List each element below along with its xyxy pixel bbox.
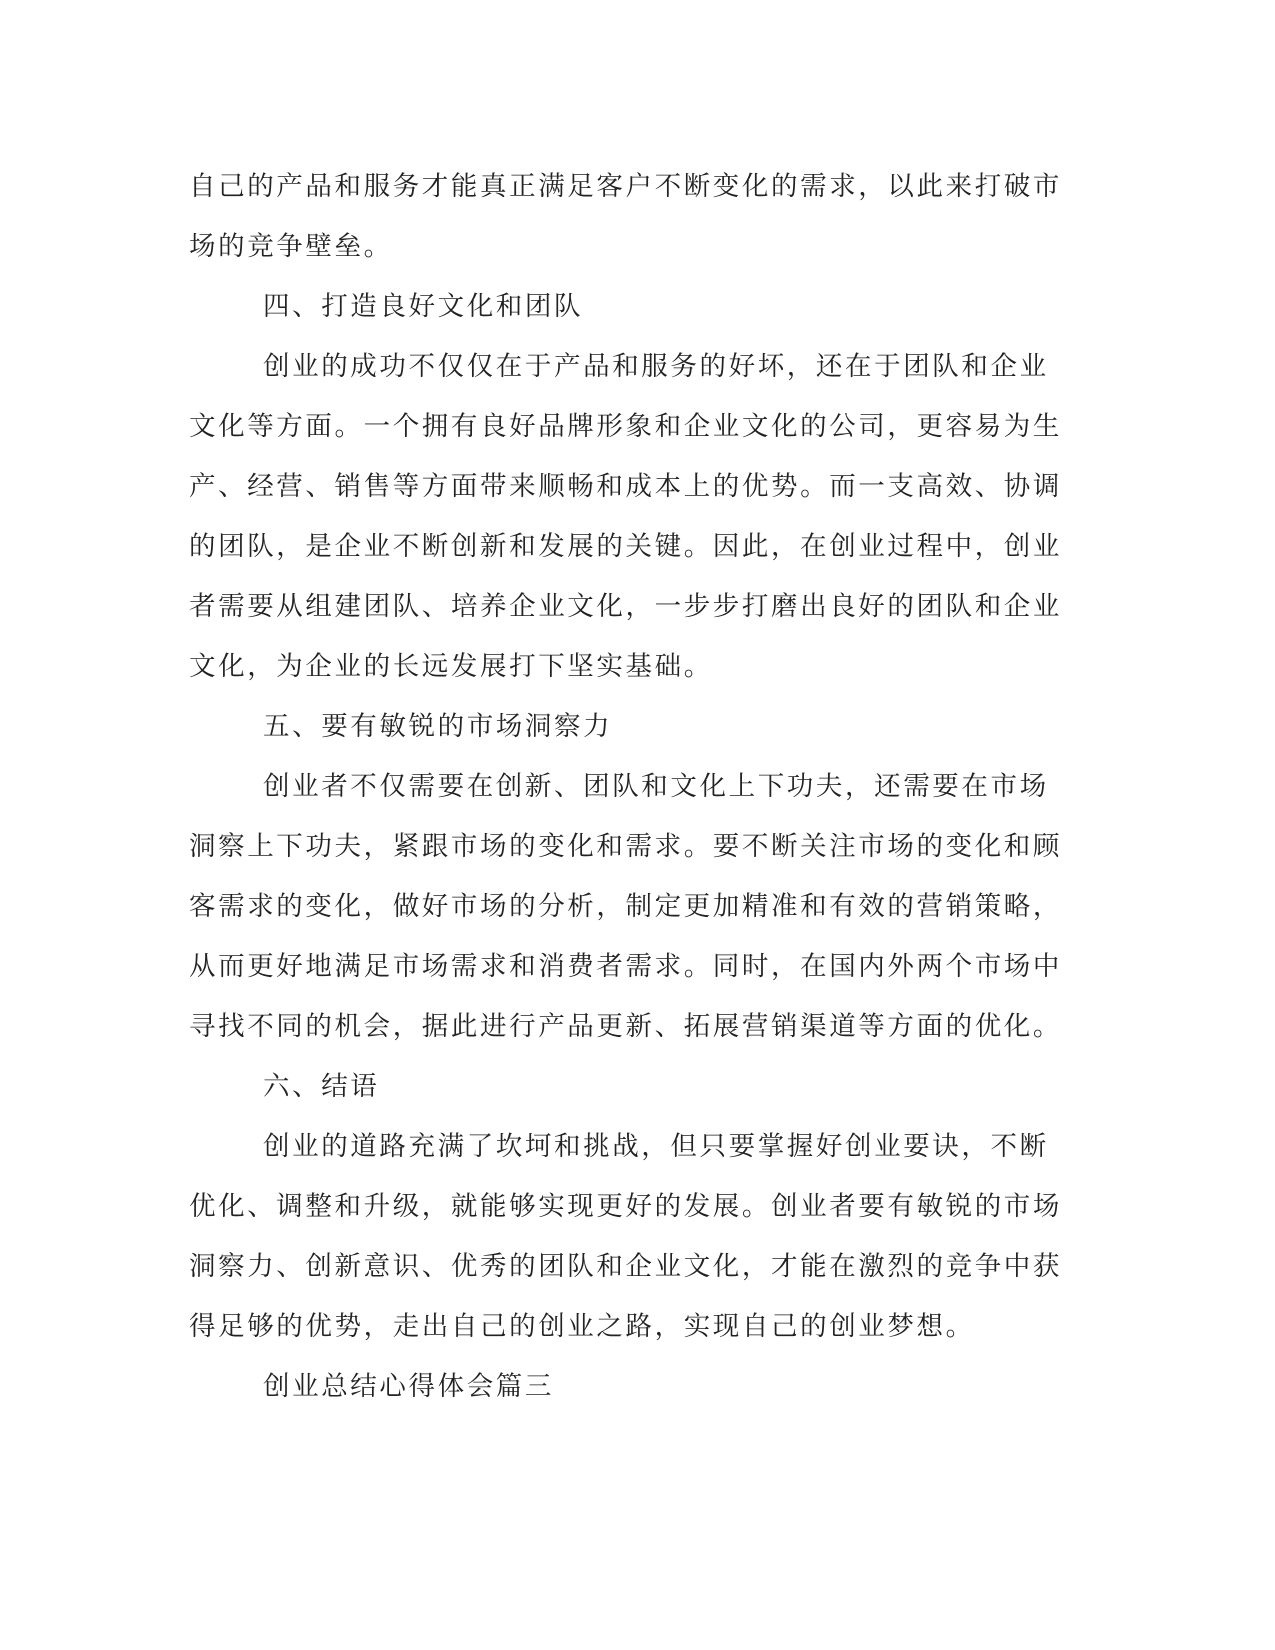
section-heading-four: 四、打造良好文化和团队 bbox=[263, 291, 584, 322]
paragraph-market-insight: 创业者不仅需要在创新、团队和文化上下功夫，还需要在市场洞察上下功夫，紧跟市场的变化和需求。要不断关注市场的变化和顾客需求的变化，做好市场的分析，制定更加精准和有效的营销策略，从而更好地满足市场需求和消费者需求。同时，在国内外两个市场中寻找不同的机会，据此进行产品更新、拓展营销渠道等方面的优化。 bbox=[189, 771, 1062, 1042]
paragraph-culture-team: 创业的成功不仅仅在于产品和服务的好坏，还在于团队和企业文化等方面。一个拥有良好品牌形象和企业文化的公司，更容易为生产、经营、销售等方面带来顺畅和成本上的优势。而一支高效、协调的团队，是企业不断创新和发展的关键。因此，在创业过程中，创业者需要从组建团队、培养企业文化，一步步打磨出良好的团队和企业文化，为企业的长远发展打下坚实基础。 bbox=[189, 351, 1062, 682]
section-heading-six: 六、结语 bbox=[263, 1071, 380, 1102]
article-title-part-three: 创业总结心得体会篇三 bbox=[263, 1371, 554, 1402]
section-heading-five: 五、要有敏锐的市场洞察力 bbox=[263, 711, 613, 742]
document-body bbox=[189, 157, 1069, 1417]
paragraph-continuation: 自己的产品和服务才能真正满足客户不断变化的需求，以此来打破市场的竞争壁垒。 bbox=[189, 171, 1062, 262]
paragraph-conclusion: 创业的道路充满了坎坷和挑战，但只要掌握好创业要诀，不断优化、调整和升级，就能够实现更好的发展。创业者要有敏锐的市场洞察力、创新意识、优秀的团队和企业文化，才能在激烈的竞争中获得足够的优势，走出自己的创业之路，实现自己的创业梦想。 bbox=[189, 1131, 1062, 1342]
